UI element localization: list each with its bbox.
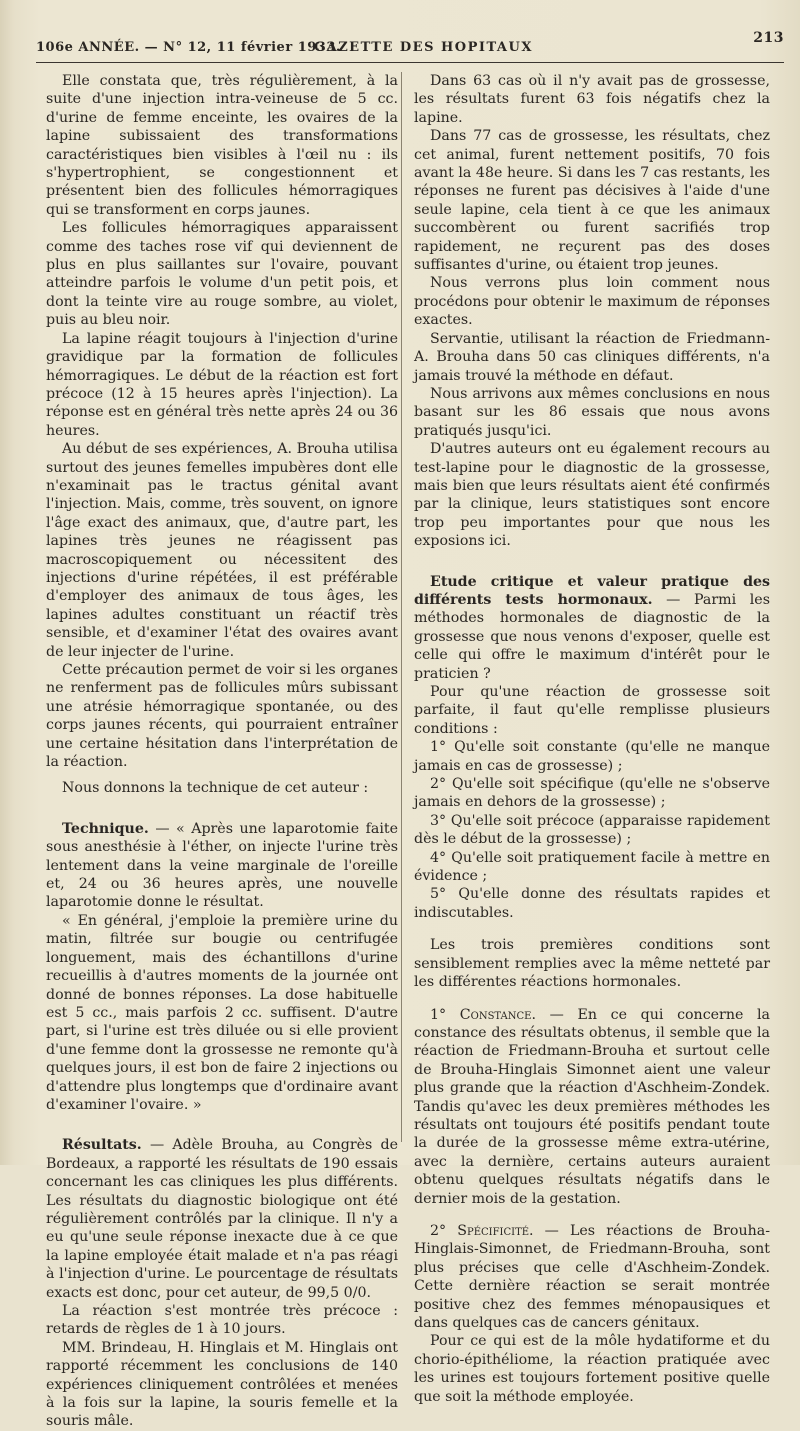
paragraph: D'autres auteurs ont eu également recours au test-lapine pour le diagnostic de la grossesse, mais bien que leurs résultats aient été confirmés par la clinique, leurs statistiques sont encore trop peu importantes pour que nous les exposions ici. bbox=[414, 441, 770, 550]
paragraph-technique: Technique. — « Après une laparotomie faite sous anesthésie à l'éther, on injecte l'urine très lentement dans la veine marginale de l'oreille et, 24 ou 36 heures après, une nouvelle laparotomie donne le résultat. bbox=[46, 820, 398, 911]
paragraph-etude-critique: Etude critique et valeur pratique des différents tests hormonaux. — Parmi les méthodes hormonales de diagnostic de la grossesse que nous venons d'exposer, quelle est celle qui offre le maximum d'intérêt pour le praticien ? bbox=[414, 573, 770, 682]
paragraph: Elle constata que, très régulièrement, à la suite d'une injection intra-veineuse de 5 cc. d'urine de femme enceinte, les ovaires de la lapine subissaient des transformations caractéristiques bien visibles à l'œil nu : ils s'hypertrophient, se congestionnent et présentent bien des follicules hémorragiques qui se transforment en corps jaunes. bbox=[46, 73, 398, 218]
section-lead: Résultats. bbox=[62, 1137, 142, 1154]
paragraph: Au début de ses expériences, A. Brouha utilisa surtout des jeunes femelles impubères dont elle n'examinait pas le tractus génital avant l'injection. Mais, comme, très souvent, on ignore l'âge exact des animaux, que, d'autre part, les lapines très jeunes ne réagissent pas macroscopiquement ou nécessitent des injections d'urine répétées, il est préférable d'employer des animaux de tous âges, les lapines adultes constituant un réactif très sensible, et d'examiner l'état des ovaires avant de leur injecter de l'urine. bbox=[46, 441, 398, 660]
section-lead: 1° Constance. bbox=[430, 1006, 536, 1023]
issue-info: 106e ANNÉE. — N° 12, 11 février 1933. bbox=[36, 40, 341, 55]
paragraph: « En général, j'emploie la première urine du matin, filtrée sur bougie ou centrifugée longuement, mais des échantillons d'urine recueillis à d'autres moments de la journée ont donné de bonnes réponses. La dose habituelle est 5 cc., mais parfois 2 cc. suffisent. D'autre part, si l'urine est très diluée ou si elle provient d'une femme dont la grossesse ne remonte qu'à quelques jours, il est bon de faire 2 injections ou d'attendre plus longtemps que d'ordinaire avant d'examiner l'ovaire. » bbox=[46, 912, 398, 1113]
paragraph: La réaction s'est montrée très précoce : retards de règles de 1 à 10 jours. bbox=[46, 1303, 398, 1338]
paragraph: MM. Brindeau, H. Hinglais et M. Hinglais ont rapporté récemment les conclusions de 140 expériences cliniquement contrôlées et menées à la fois sur la lapine, la souris femelle et la souris mâle. bbox=[46, 1339, 398, 1430]
condition-item: 1° Qu'elle soit constante (qu'elle ne manque jamais en cas de grossesse) ; bbox=[414, 739, 770, 774]
condition-item: 3° Qu'elle soit précoce (apparaisse rapidement dès le début de la grossesse) ; bbox=[414, 812, 770, 848]
right-column bbox=[414, 72, 770, 1406]
page-number: 213 bbox=[753, 30, 784, 46]
condition-item: 2° Qu'elle soit spécifique (qu'elle ne s'observe jamais en dehors de la grossesse) ; bbox=[414, 776, 770, 811]
paragraph: Pour ce qui est de la môle hydatiforme et du chorio-épithéliome, la réaction pratiquée avec les urines est toujours fortement positive quelle que soit la méthode employée. bbox=[414, 1333, 770, 1405]
paragraph-specificite: 2° Spécificité. — Les réactions de Brouha-Hinglais-Simonnet, de Friedmann-Brouha, sont plus précises que celle d'Aschheim-Zondek. Cette dernière réaction se serait montrée positive chez des femmes ménopausiques et dans quelques cas de cancers génitaux. bbox=[414, 1222, 770, 1331]
paragraph: Servantie, utilisant la réaction de Friedmann-A. Brouha dans 50 cas cliniques différents, n'a jamais trouvé la méthode en défaut. bbox=[414, 330, 770, 384]
paragraph: Dans 77 cas de grossesse, les résultats, chez cet animal, furent nettement positifs, 70 fois avant la 48e heure. Si dans les 7 cas restants, les réponses ne furent pas décisives à l'aide d'une seule lapine, cela tient à ce que les animaux succombèrent ou furent sacrifiés trop rapidement, ne reçurent pas des doses suffisantes d'urine, ou étaient trop jeunes. bbox=[414, 128, 770, 274]
paragraph: Dans 63 cas où il n'y avait pas de grossesse, les résultats furent 63 fois négatifs chez la lapine. bbox=[414, 73, 770, 126]
paragraph: Les trois premières conditions sont sensiblement remplies avec la même netteté par les différentes réactions hormonales. bbox=[414, 937, 770, 991]
condition-item: 4° Qu'elle soit pratiquement facile à mettre en évidence ; bbox=[414, 849, 770, 885]
paragraph: Nous donnons la technique de cet auteur : bbox=[62, 780, 369, 797]
journal-title: GAZETTE DES HOPITAUX bbox=[314, 40, 533, 55]
running-header bbox=[36, 30, 784, 62]
column-divider bbox=[401, 72, 402, 1142]
section-lead: 2° Spécificité. bbox=[430, 1222, 534, 1239]
left-column bbox=[46, 72, 398, 1431]
paragraph: Nous verrons plus loin comment nous procédons pour obtenir le maximum de réponses exactes. bbox=[414, 275, 770, 329]
paragraph-resultats: Résultats. — Adèle Brouha, au Congrès de Bordeaux, a rapporté les résultats de 190 essais concernant les cas cliniques les plus différents. Les résultats du diagnostic biologique ont été régulièrement contrôlés par la clinique. Il n'y a eu qu'une seule réponse inexacte due à ce que la lapine employée était malade et n'a pas réagi à l'injection d'urine. Le pourcentage de résultats exacts est donc, pour cet auteur, de 99,5 0/0. bbox=[46, 1137, 398, 1301]
section-lead: Etude critique et valeur pratique des différents tests hormonaux. bbox=[414, 573, 770, 608]
paragraph-constance: 1° Constance. — En ce qui concerne la constance des résultats obtenus, il semble que la réaction de Friedmann-Brouha et surtout celle de Brouha-Hinglais Simonnet aient une valeur plus grande que la réaction d'Aschheim-Zondek. Tandis qu'avec les deux premières méthodes les résultats ont toujours été positifs pendant toute la durée de la grossesse même extra-utérine, avec la dernière, certains auteurs auraient obtenu quelques résultats négatifs dans le dernier mois de la gestation. bbox=[414, 1006, 771, 1207]
header-rule bbox=[36, 62, 784, 63]
paragraph: Cette précaution permet de voir si les organes ne renferment pas de follicules mûrs subissant une atrésie hémorragique spontanée, ou des corps jaunes récents, qui pourraient entraîner une certaine hésitation dans l'interprétation de la réaction. bbox=[46, 662, 398, 771]
section-lead: Technique. bbox=[62, 820, 149, 837]
condition-item: 5° Qu'elle donne des résultats rapides et indiscutables. bbox=[414, 886, 770, 921]
paragraph: Pour qu'une réaction de grossesse soit parfaite, il faut qu'elle remplisse plusieurs conditions : bbox=[414, 684, 770, 737]
paragraph: Les follicules hémorragiques apparaissent comme des taches rose vif qui deviennent de plus en plus saillantes sur l'ovaire, pouvant atteindre parfois le volume d'un petit pois, et dont la teinte vire au rouge sombre, au violet, puis au bleu noir. bbox=[46, 220, 398, 329]
paragraph: La lapine réagit toujours à l'injection d'urine gravidique par la formation de follicules hémorragiques. Le début de la réaction est fort précoce (12 à 15 heures après l'injection). La réponse est en général très nette après 24 ou 36 heures. bbox=[46, 330, 398, 439]
paragraph: Nous arrivons aux mêmes conclusions en nous basant sur les 86 essais que nous avons pratiqués jusqu'ici. bbox=[414, 385, 770, 439]
